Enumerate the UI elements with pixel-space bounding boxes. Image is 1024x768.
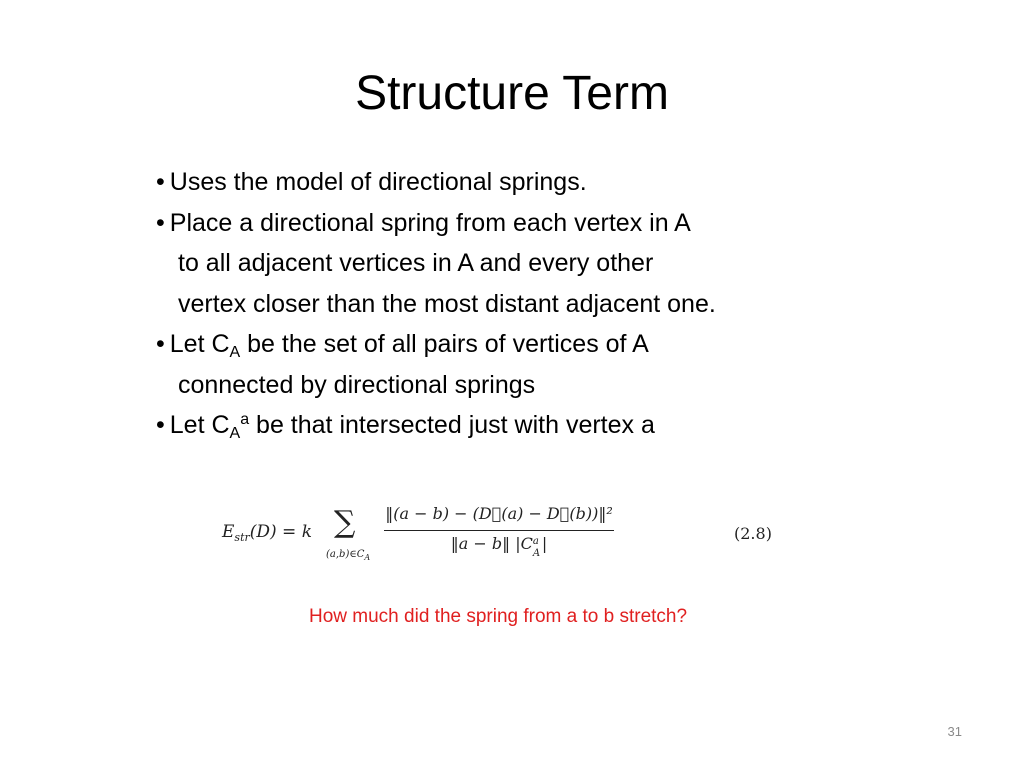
denominator-text: ‖a − b‖ |C [450, 534, 533, 553]
bullet-item-4 [156, 405, 876, 446]
equation-number: (2.8) [734, 524, 772, 543]
equation-lhs [222, 522, 312, 544]
bullet-item-2-continuation [156, 284, 876, 325]
denominator-subscript: A [532, 548, 541, 559]
slide-number: 31 [947, 724, 962, 739]
bullet-text: be that intersected just with vertex a [249, 411, 655, 439]
bullet-glyph: • [156, 330, 165, 358]
summation-subscript-text: (a,b)∈C [326, 549, 365, 560]
equation-numerator: ‖(a − b) − (D⃗(a) − D⃗(b))‖² [385, 504, 613, 523]
bullet-text: vertex closer than the most distant adjacent one. [178, 289, 716, 318]
equation-denominator [384, 531, 614, 557]
summation-symbol: ∑ [334, 505, 356, 540]
bullet-text: Let C [169, 411, 230, 439]
denominator-superscript: a [532, 536, 539, 547]
spring-stretch-caption: How much did the spring from a to b stretch? [309, 606, 688, 627]
superscript: a [240, 411, 250, 428]
summation-subscript-a: A [364, 553, 371, 562]
denominator-close: | [541, 534, 548, 553]
equation-lhs-rest: (D) = k [249, 522, 312, 542]
bullet-text: connected by directional springs [178, 370, 536, 399]
slide-title: Structure Term [355, 67, 669, 120]
bullet-item-2 [156, 203, 876, 244]
bullet-item-2-continuation [156, 243, 876, 284]
bullet-list [156, 162, 876, 446]
subscript: A [229, 425, 241, 442]
bullet-text: Uses the model of directional springs. [169, 168, 587, 196]
subscript: A [229, 344, 241, 361]
bullet-text: Place a directional spring from each vertex in A [169, 208, 691, 237]
bullet-glyph: • [156, 208, 165, 237]
bullet-item-3 [156, 324, 876, 365]
structure-term-equation [222, 494, 782, 574]
summation-subscript [326, 549, 370, 562]
bullet-item-1 [156, 162, 876, 203]
bullet-glyph: • [156, 411, 165, 439]
equation-symbol-e: E [222, 522, 235, 542]
bullet-text: be the set of all pairs of vertices of A [240, 330, 649, 358]
bullet-text: Let C [169, 330, 230, 358]
equation-fraction [384, 498, 614, 557]
equation-subscript: str [234, 531, 250, 544]
bullet-text: to all adjacent vertices in A and every other [178, 249, 654, 277]
bullet-glyph: • [156, 168, 165, 196]
bullet-item-3-continuation [156, 365, 876, 406]
